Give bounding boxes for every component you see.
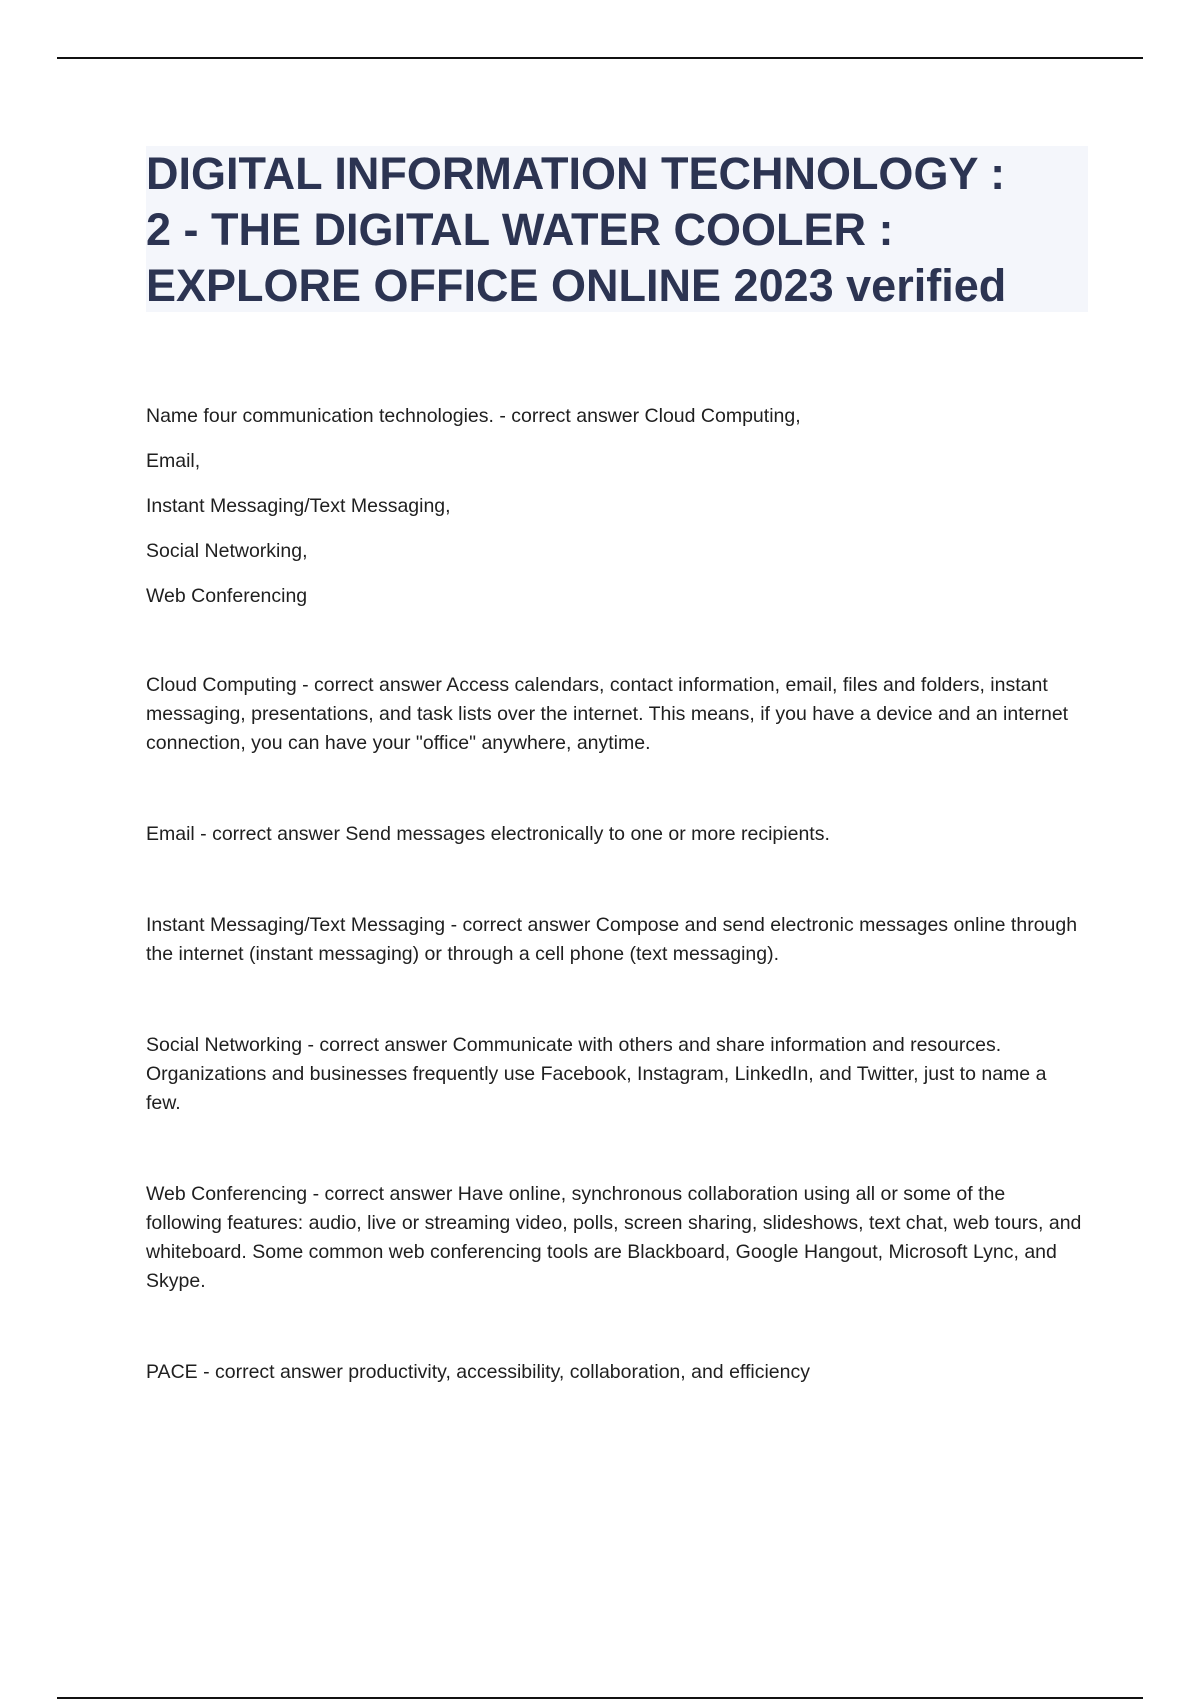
qa-email: Email - correct answer Send messages electronically to one or more recipients.	[146, 823, 830, 845]
list-line: Web Conferencing	[146, 585, 308, 607]
list-line: Social Networking,	[146, 540, 308, 562]
qa-pace: PACE - correct answer productivity, accessibility, collaboration, and efficiency	[146, 1361, 810, 1383]
qa-social-networking: Social Networking - correct answer Communicate with others and share information and resources. Organizations and businesses frequently use Facebook, Instagram, LinkedIn, and Twitter, just to name a few.	[146, 1034, 1047, 1114]
document-title	[146, 146, 1088, 314]
list-line: Instant Messaging/Text Messaging,	[146, 495, 451, 517]
document-body	[146, 402, 1086, 1387]
list-line: Email,	[146, 450, 201, 472]
qa-web-conferencing: Web Conferencing - correct answer Have online, synchronous collaboration using all or some of the following features: audio, live or streaming video, polls, screen sharing, slideshows, text chat, web tours, and whiteboard. Some common web conferencing tools are Blackboard, Google Hangout, Microsoft Lync, and Skype.	[146, 1183, 1082, 1292]
title-block	[146, 146, 1088, 312]
bottom-divider	[57, 1697, 1143, 1699]
top-divider	[57, 57, 1143, 59]
title-line-3: EXPLORE OFFICE ONLINE 2023 verified	[146, 260, 1007, 311]
title-line-2: 2 - THE DIGITAL WATER COOLER :	[146, 204, 894, 255]
list-line: Name four communication technologies. - correct answer Cloud Computing,	[146, 405, 801, 427]
qa-instant-messaging: Instant Messaging/Text Messaging - correct answer Compose and send electronic messages online through the internet (instant messaging) or through a cell phone (text messaging).	[146, 914, 1078, 965]
title-line-1: DIGITAL INFORMATION TECHNOLOGY :	[146, 148, 1006, 199]
qa-cloud-computing: Cloud Computing - correct answer Access calendars, contact information, email, files and folders, instant messaging, presentations, and task lists over the internet. This means, if you have a device and an internet connection, you can have your "office" anywhere, anytime.	[146, 674, 1069, 754]
